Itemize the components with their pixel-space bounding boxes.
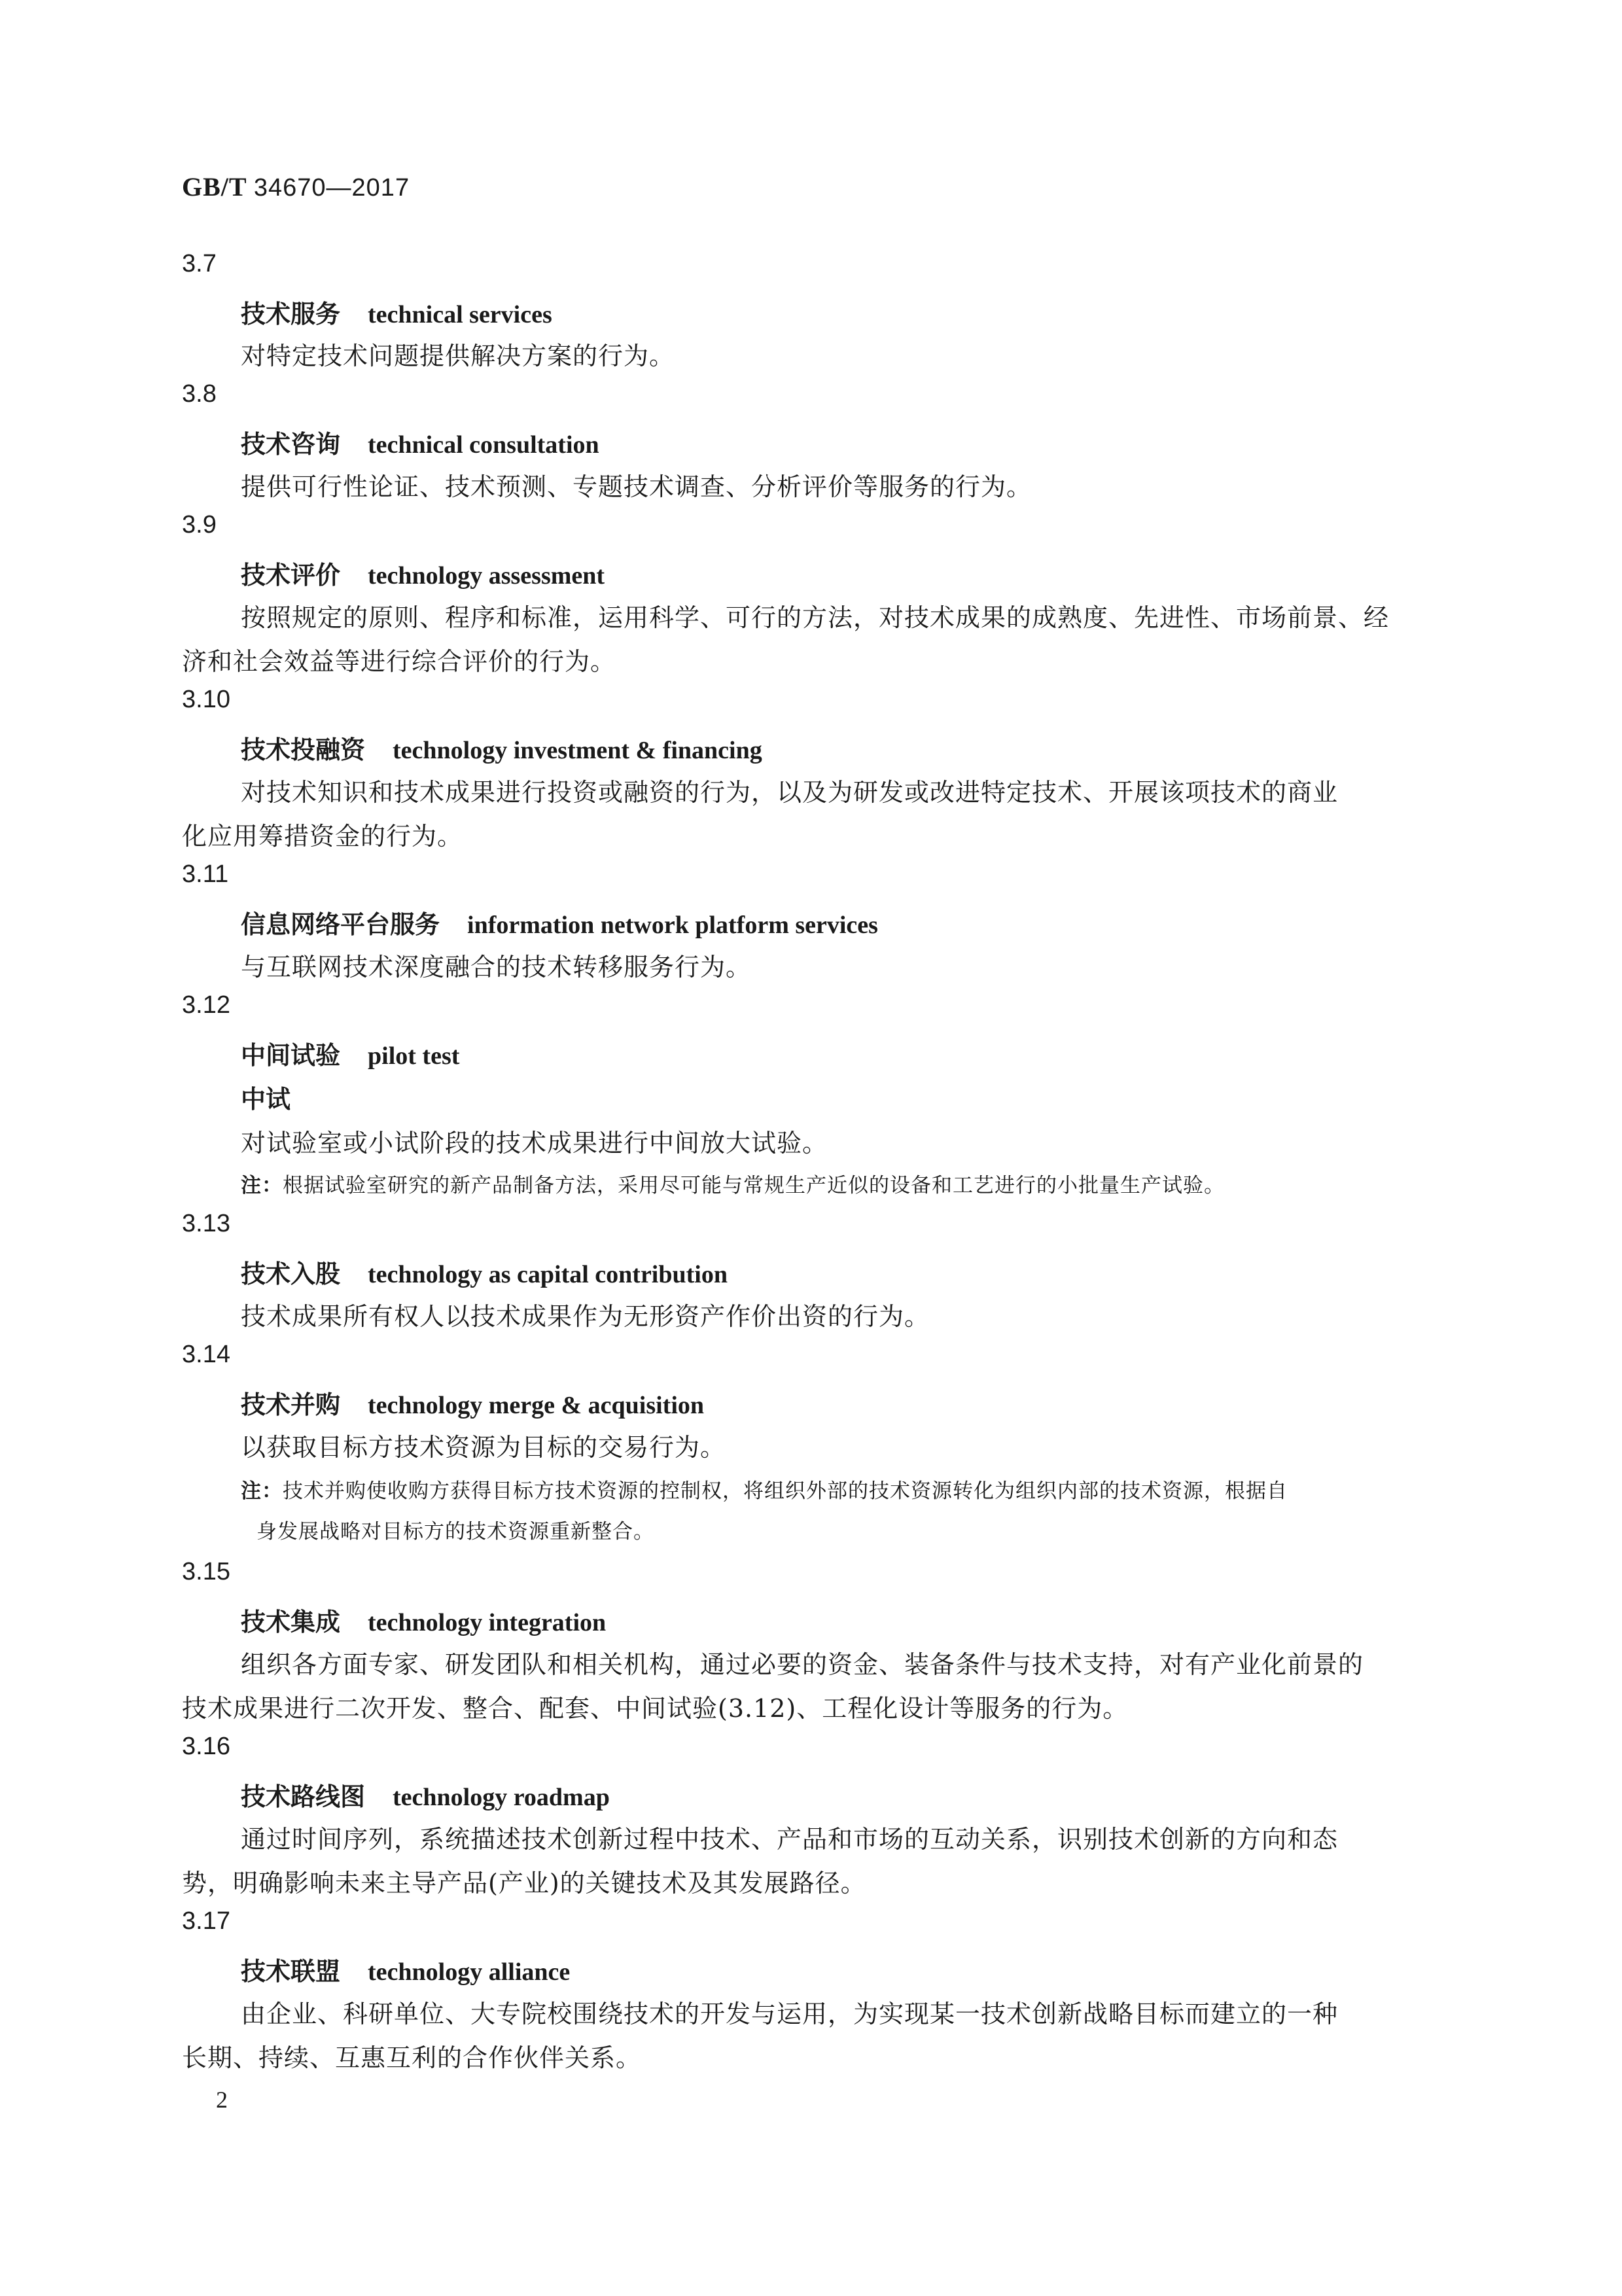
definition-text: 提供可行性论证、技术预测、专题技术调查、分析评价等服务的行为。	[241, 472, 1032, 501]
note-text: 根据试验室研究的新产品制备方法，采用尽可能与常规生产近似的设备和工艺进行的小批量生产试验。	[283, 1174, 1225, 1197]
note	[241, 1474, 1288, 1504]
note-label: 注：	[241, 1174, 283, 1197]
term-heading	[241, 730, 762, 766]
term-heading	[241, 1385, 704, 1421]
term-synonym: 中试	[241, 1085, 291, 1114]
clause-number: 3.7	[182, 250, 217, 277]
definition-text: 与互联网技术深度融合的技术转移服务行为。	[241, 953, 752, 981]
term-chinese: 中间试验	[241, 1041, 341, 1070]
term-english: technology alliance	[368, 1958, 571, 1986]
term-heading	[241, 1254, 728, 1290]
clause-number: 3.9	[182, 511, 217, 539]
definition-text: 对特定技术问题提供解决方案的行为。	[241, 342, 675, 370]
note-label: 注：	[241, 1479, 283, 1503]
term-english: technology assessment	[368, 562, 605, 590]
term-english: technology investment & financing	[393, 737, 762, 764]
term-english: technology roadmap	[393, 1784, 610, 1811]
standard-number: 34670—2017	[253, 174, 410, 202]
term-chinese: 技术咨询	[241, 430, 341, 459]
term-english: technical consultation	[368, 431, 599, 459]
note-text: 技术并购使收购方获得目标方技术资源的控制权，将组织外部的技术资源转化为组织内部的技术资源，根据自	[283, 1479, 1288, 1503]
term-chinese: 技术服务	[241, 300, 341, 328]
definition-text: 组织各方面专家、研发团队和相关机构，通过必要的资金、装备条件与技术支持，对有产业化前景的	[241, 1650, 1364, 1679]
term-chinese: 技术路线图	[241, 1782, 366, 1811]
term-english: technology merge & acquisition	[368, 1392, 705, 1419]
note	[241, 1169, 1225, 1198]
clause-number: 3.15	[182, 1558, 230, 1585]
term-heading	[241, 1602, 606, 1638]
definition-text: 以获取目标方技术资源为目标的交易行为。	[241, 1433, 726, 1462]
term-heading	[241, 424, 599, 460]
definition-text: 对试验室或小试阶段的技术成果进行中间放大试验。	[241, 1129, 828, 1157]
definition-text: 化应用筹措资金的行为。	[182, 822, 463, 851]
standard-code-header	[182, 171, 410, 202]
clause-number: 3.11	[182, 860, 229, 888]
term-heading	[241, 904, 878, 940]
clause-number: 3.17	[182, 1907, 230, 1935]
definition-text: 技术成果所有权人以技术成果作为无形资产作价出资的行为。	[241, 1302, 930, 1331]
term-english: pilot test	[368, 1042, 460, 1070]
term-english: technology integration	[368, 1609, 607, 1636]
term-heading	[241, 1035, 459, 1071]
term-english: technical services	[368, 301, 552, 328]
clause-number: 3.12	[182, 991, 230, 1019]
definition-text: 济和社会效益等进行综合评价的行为。	[182, 647, 616, 676]
term-chinese: 技术评价	[241, 561, 341, 590]
term-chinese: 技术入股	[241, 1260, 341, 1288]
term-english: information network platform services	[467, 911, 878, 939]
term-heading	[241, 1951, 570, 1987]
term-chinese: 技术集成	[241, 1608, 341, 1636]
definition-text: 按照规定的原则、程序和标准，运用科学、可行的方法，对技术成果的成熟度、先进性、市场前景、经	[241, 603, 1390, 632]
definition-text: 势，明确影响未来主导产品(产业)的关键技术及其发展路径。	[182, 1869, 866, 1898]
clause-number: 3.16	[182, 1733, 230, 1760]
note-text: 身发展战略对目标方的技术资源重新整合。	[256, 1520, 654, 1544]
term-chinese: 信息网络平台服务	[241, 910, 440, 939]
clause-number: 3.13	[182, 1210, 230, 1237]
clause-number: 3.8	[182, 380, 217, 408]
term-chinese: 技术联盟	[241, 1957, 341, 1986]
term-heading	[241, 555, 605, 591]
definition-text: 技术成果进行二次开发、整合、配套、中间试验(3.12)、工程化设计等服务的行为。	[182, 1694, 1129, 1723]
page-number: 2	[216, 2087, 228, 2113]
term-chinese: 技术并购	[241, 1390, 341, 1419]
term-heading	[241, 294, 552, 330]
definition-text: 由企业、科研单位、大专院校围绕技术的开发与运用，为实现某一技术创新战略目标而建立的一种	[241, 2000, 1339, 2028]
term-chinese: 技术投融资	[241, 735, 366, 764]
standard-prefix: GB/T	[182, 172, 247, 202]
clause-number: 3.14	[182, 1341, 230, 1368]
definition-text: 对技术知识和技术成果进行投资或融资的行为，以及为研发或改进特定技术、开展该项技术的商业	[241, 778, 1339, 807]
clause-number: 3.10	[182, 686, 230, 713]
definition-text: 通过时间序列，系统描述技术创新过程中技术、产品和市场的互动关系，识别技术创新的方向和态	[241, 1825, 1339, 1854]
term-heading	[241, 1776, 610, 1812]
term-english: technology as capital contribution	[368, 1261, 728, 1288]
definition-text: 长期、持续、互惠互利的合作伙伴关系。	[182, 2043, 642, 2072]
